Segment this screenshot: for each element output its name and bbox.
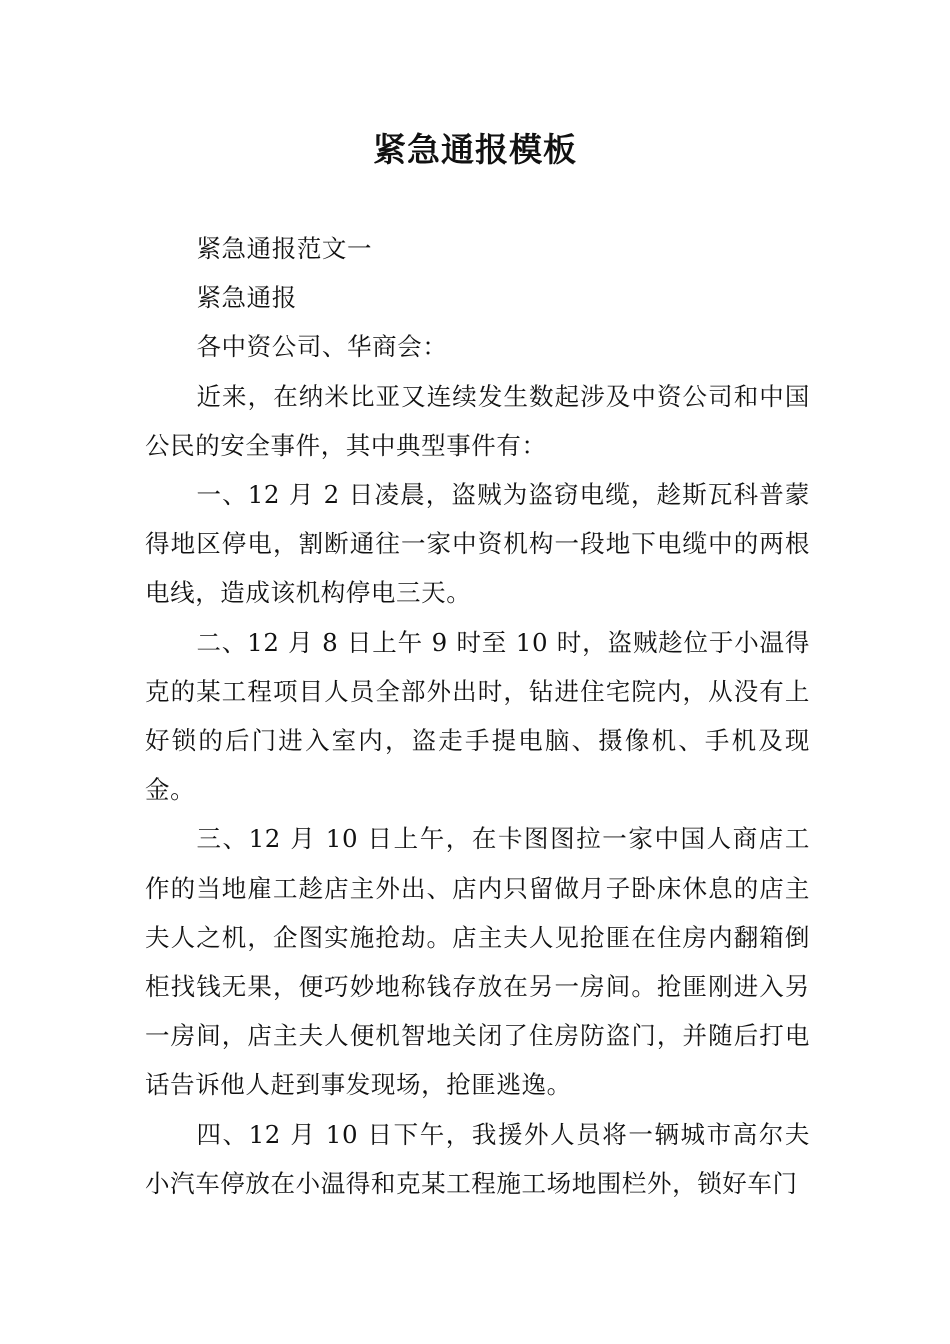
paragraph-intro: 近来，在纳米比亚又连续发生数起涉及中资公司和中国公民的安全事件，其中典型事件有： — [145, 381, 810, 460]
paragraph-heading-sample: 紧急通报范文一 — [196, 234, 373, 263]
document-body — [145, 224, 810, 1208]
paragraph-notice-heading: 紧急通报 — [196, 283, 297, 313]
paragraph-incident-2: 二、12 月 8 日上午 9 时至 10 时，盗贼趁位于小温得克的某工程项目人员全部外出时，钻进住宅院内，从没有上好锁的后门进入室内，盗走手提电脑、摄像机、手机及现金。 — [145, 627, 810, 805]
paragraph-incident-4: 四、12 月 10 日下午，我援外人员将一辆城市高尔夫小汽车停放在小温得和克某工程施工场地围栏外，锁好车门 — [145, 1119, 810, 1198]
paragraph-salutation: 各中资公司、华商会： — [196, 332, 448, 362]
document-title: 紧急通报模板 — [373, 130, 577, 169]
paragraph-incident-1: 一、12 月 2 日凌晨，盗贼为盗窃电缆，趁斯瓦科普蒙得地区停电，割断通往一家中资机构一段地下电缆中的两根电线，造成该机构停电三天。 — [145, 480, 810, 608]
paragraph-incident-3: 三、12 月 10 日上午，在卡图图拉一家中国人商店工作的当地雇工趁店主外出、店内只留做月子卧床休息的店主夫人之机，企图实施抢劫。店主夫人见抢匪在住房内翻箱倒柜找钱无果，便巧妙地称钱存放在另一房间。抢匪刚进入另一房间，店主夫人便机智地关闭了住房防盗门，并随后打电话告诉他人赶到事发现场，抢匪逃逸。 — [145, 824, 810, 1100]
